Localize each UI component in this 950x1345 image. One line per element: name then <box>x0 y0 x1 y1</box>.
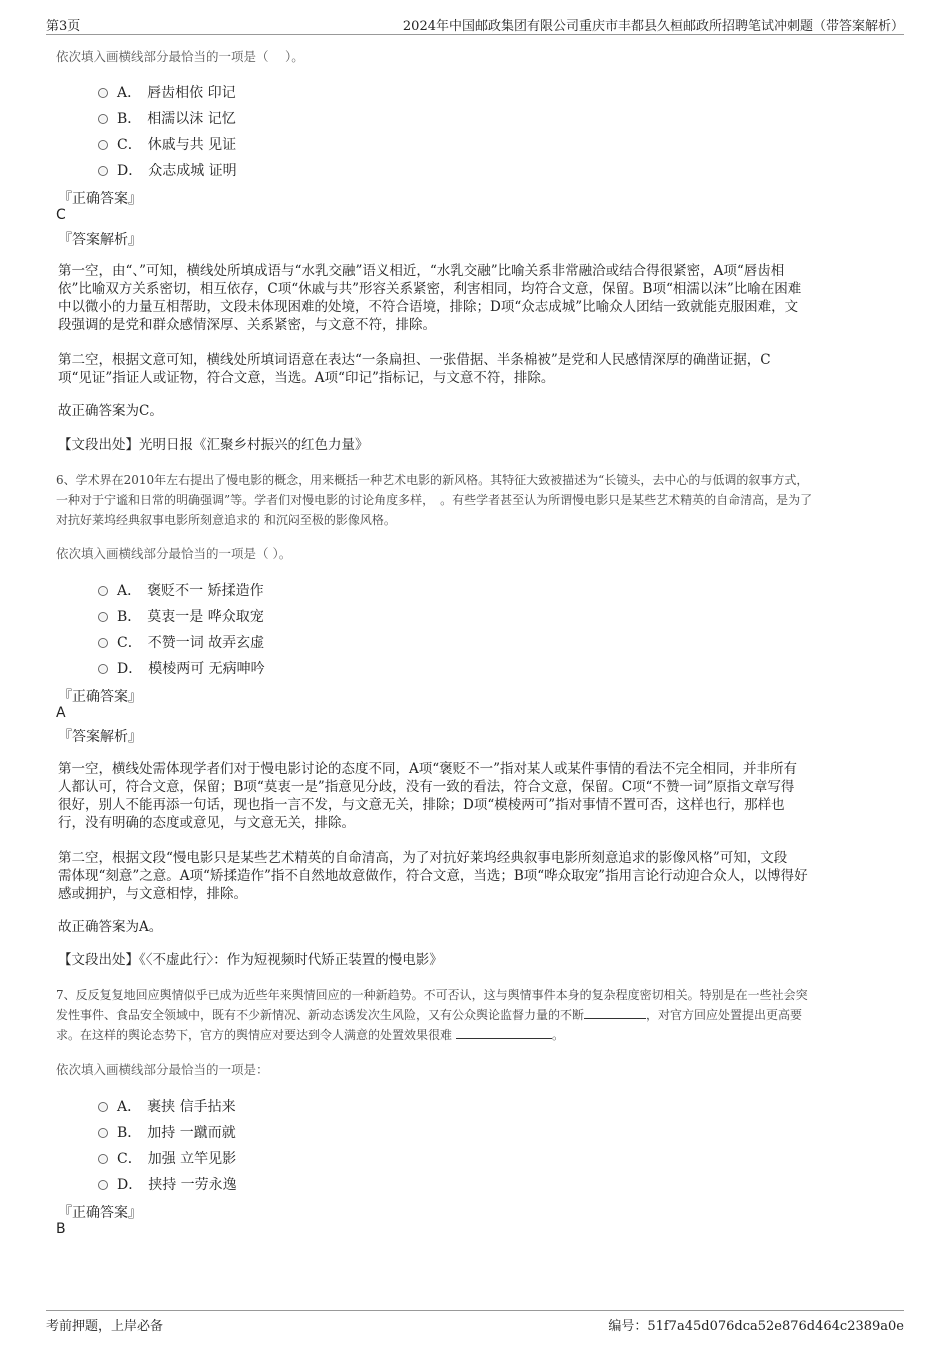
q7-stem-line: 7、反反复复地回应舆情似乎已成为近些年来舆情回应的一种新趋势。不可否认，这与舆情事件本身的复杂程度密切相关。特别是在一些社会突 <box>56 988 808 1002</box>
q6-option-a[interactable]: A． 褒贬不一 矫揉造作 <box>98 580 264 600</box>
radio-icon[interactable] <box>98 140 108 150</box>
radio-icon[interactable] <box>98 664 108 674</box>
q6-stem-line: 对抗好莱坞经典叙事电影所刻意追求的 和沉闷至极的影像风格。 <box>56 513 396 527</box>
q6-analysis-line: 人都认可，符合文意，保留；B项“莫衷一是”指意见分歧，没有一致的看法，符合文意，保留。C项“不赞一词”原指文章写得 <box>58 779 795 795</box>
fill-blank <box>456 1026 552 1039</box>
q5-answer: C <box>56 207 66 223</box>
q5-answer-label: 『正确答案』 <box>58 191 142 207</box>
q7-stem-line: 发性事件、食品安全领域中，既有不少新情况、新动态诱发次生风险，又有公众舆论监督力量的不断 ，对官方回应处置提出更高要 <box>56 1008 803 1022</box>
q6-answer-label: 『正确答案』 <box>58 689 142 705</box>
q7-option-a[interactable]: A． 裹挟 信手拈来 <box>98 1096 236 1116</box>
q6-prompt: 依次填入画横线部分最恰当的一项是（ ）。 <box>56 546 292 561</box>
radio-icon[interactable] <box>98 1154 108 1164</box>
q6-analysis-line: 感或拥护，与文意相悖，排除。 <box>58 886 247 902</box>
q6-analysis-label: 『答案解析』 <box>58 729 142 745</box>
q7-prompt: 依次填入画横线部分最恰当的一项是： <box>56 1062 269 1077</box>
radio-icon[interactable] <box>98 1180 108 1190</box>
q6-analysis-line: 需体现“刻意”之意。A项“矫揉造作”指不自然地故意做作，符合文意，当选；B项“哗众取宠”指用言论行动迎合众人，以博得好 <box>58 868 808 884</box>
q5-option-b[interactable]: B． 相濡以沫 记忆 <box>98 108 236 128</box>
footer-slogan: 考前押题，上岸必备 <box>46 1319 164 1334</box>
q5-option-c[interactable]: C． 休戚与共 见证 <box>98 134 236 154</box>
page-number: 第3页 <box>46 19 81 34</box>
fill-blank <box>584 1006 646 1019</box>
q6-analysis-line: 第一空，横线处需体现学者们对于慢电影讨论的态度不同，A项“褒贬不一”指对某人或某件事情的看法不完全相同，并非所有 <box>58 761 798 777</box>
radio-icon[interactable] <box>98 586 108 596</box>
document-title: 2024年中国邮政集团有限公司重庆市丰都县久桓邮政所招聘笔试冲刺题（带答案解析） <box>402 19 904 34</box>
q6-conclusion: 故正确答案为A。 <box>58 919 163 935</box>
q6-stem-line: 一种对于宁谧和日常的明确强调”等。学者们对慢电影的讨论角度多样， 。有些学者甚至认为所谓慢电影只是某些艺术精英的自命清高，是为了 <box>56 493 813 507</box>
page-footer <box>46 1310 904 1335</box>
q5-analysis-line: 中以微小的力量互相帮助，文段未体现困难的处境，不符合语境，排除；D项“众志成城”比喻众人团结一致就能克服困难，文 <box>58 299 799 315</box>
q5-analysis-label: 『答案解析』 <box>58 232 142 248</box>
radio-icon[interactable] <box>98 166 108 176</box>
q6-analysis-line: 行，没有明确的态度或意见，与文意无关，排除。 <box>58 815 355 831</box>
q5-analysis-line: 段强调的是党和群众感情深厚、关系紧密，与文意不符，排除。 <box>58 317 436 333</box>
q6-stem-line: 6、学术界在2010年左右提出了慢电影的概念，用来概括一种艺术电影的新风格。其特征大致被描述为“长镜头，去中心的与低调的叙事方式， <box>56 473 809 487</box>
q5-option-d[interactable]: D． 众志成城 证明 <box>98 160 237 180</box>
q5-analysis-line: 第二空，根据文意可知，横线处所填词语意在表达“一条扁担、一张借据、半条棉被”是党和人民感情深厚的确凿证据，C <box>58 352 771 368</box>
q6-answer: A <box>56 705 66 721</box>
q7-answer: B <box>56 1221 66 1237</box>
radio-icon[interactable] <box>98 88 108 98</box>
radio-icon[interactable] <box>98 1128 108 1138</box>
radio-icon[interactable] <box>98 612 108 622</box>
q5-analysis-line: 第一空，由“、”可知，横线处所填成语与“水乳交融”语义相近，“水乳交融”比喻关系非常融洽或结合得很紧密，A项“唇齿相 <box>58 263 785 279</box>
radio-icon[interactable] <box>98 114 108 124</box>
document-id: 编号：51f7a45d076dca52e876d464c2389a0e <box>608 1319 904 1334</box>
q6-analysis-line: 很好，别人不能再添一句话，现也指一言不发，与文意无关，排除；D项“模棱两可”指对事情不置可否，这样也行，那样也 <box>58 797 785 813</box>
q5-source: 【文段出处】光明日报《汇聚乡村振兴的红色力量》 <box>58 437 369 453</box>
q6-source: 【文段出处】《〈不虚此行〉：作为短视频时代矫正装置的慢电影》 <box>58 952 443 968</box>
q5-prompt: 依次填入画横线部分最恰当的一项是（ ）。 <box>56 49 304 64</box>
q7-option-d[interactable]: D． 挟持 一劳永逸 <box>98 1174 237 1194</box>
q7-stem-line: 求。在这样的舆论态势下，官方的舆情应对要达到令人满意的处置效果很难 。 <box>56 1028 565 1042</box>
q7-answer-label: 『正确答案』 <box>58 1205 142 1221</box>
q6-analysis-line: 第二空，根据文段“慢电影只是某些艺术精英的自命清高，为了对抗好莱坞经典叙事电影所刻意追求的影像风格”可知，文段 <box>58 850 788 866</box>
q6-option-c[interactable]: C． 不赞一词 故弄玄虚 <box>98 632 264 652</box>
q6-option-d[interactable]: D． 模棱两可 无病呻吟 <box>98 658 265 678</box>
q5-option-a[interactable]: A． 唇齿相依 印记 <box>98 82 236 102</box>
q6-option-b[interactable]: B． 莫衷一是 哗众取宠 <box>98 606 264 626</box>
q7-option-b[interactable]: B． 加持 一蹴而就 <box>98 1122 236 1142</box>
page-header <box>46 14 904 35</box>
radio-icon[interactable] <box>98 1102 108 1112</box>
q7-option-c[interactable]: C． 加强 立竿见影 <box>98 1148 236 1168</box>
radio-icon[interactable] <box>98 638 108 648</box>
q5-conclusion: 故正确答案为C。 <box>58 403 163 419</box>
q5-analysis-line: 依”比喻双方关系密切，相互依存，C项“休戚与共”形容关系紧密，利害相同，均符合文意，保留。B项“相濡以沫”比喻在困难 <box>58 281 802 297</box>
q5-analysis-line: 项“见证”指证人或证物，符合文意，当选。A项“印记”指标记，与文意不符，排除。 <box>58 370 555 386</box>
